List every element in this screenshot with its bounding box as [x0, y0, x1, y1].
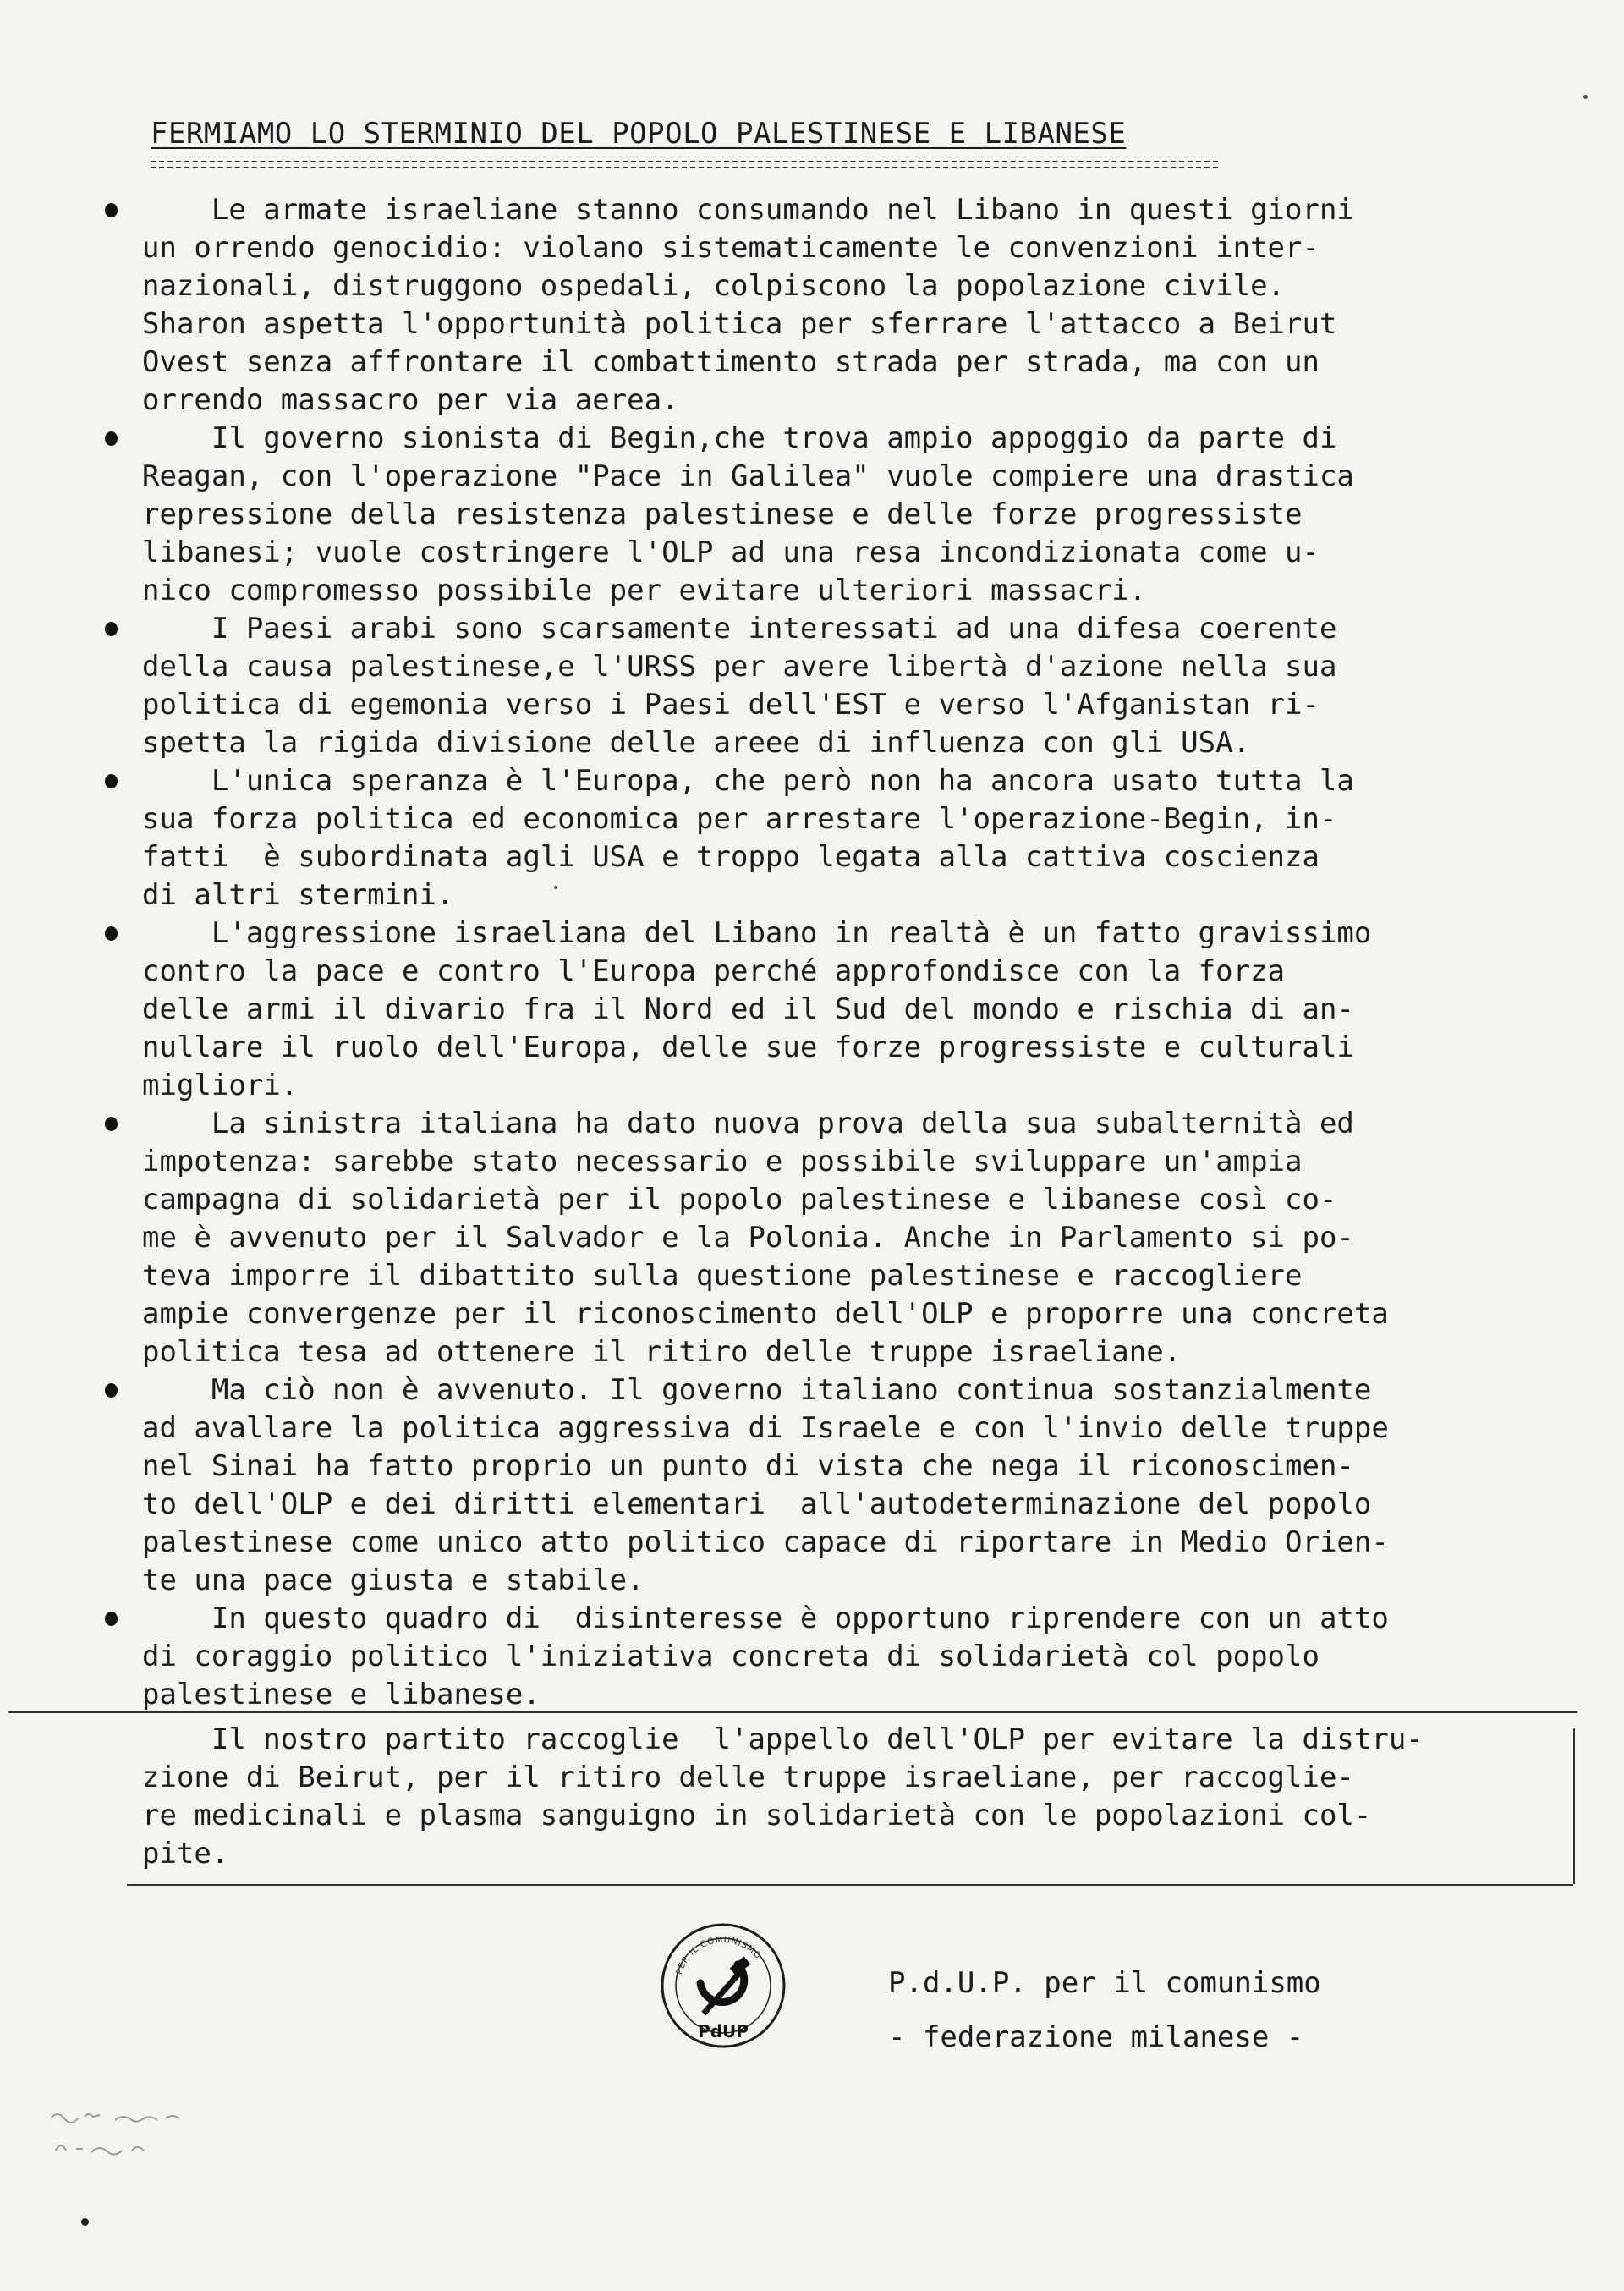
- paragraph: [142, 1105, 1538, 1371]
- document-title: FERMIAMO LO STERMINIO DEL POPOLO PALESTINESE E LIBANESE: [151, 117, 1127, 151]
- handwritten-note-icon: [47, 2098, 250, 2174]
- paper-speck: [81, 2218, 89, 2226]
- paragraph: [142, 420, 1538, 610]
- signature-party: P.d.U.P. per il comunismo: [888, 1966, 1321, 2000]
- closing-appeal: [142, 1721, 1563, 1873]
- bullet-icon: [105, 203, 118, 217]
- closing-box-top-rule: [8, 1711, 1577, 1713]
- pdup-logo-icon: [660, 1922, 787, 2049]
- paragraph-text: La sinistra italiana ha dato nuova prova della sua subalternità ed impotenza: sarebbe stato necessario e possibile sviluppare un'ampia campagna di solidarietà per il popolo palestinese e libanese così co- me è avvenuto per il Salvador e la Polonia. Anche in Parlamento si po- teva imporre il dibattito sulla questione palestinese e raccogliere ampie convergenze per il riconoscimento dell'OLP e proporre una concreta politica tesa ad ottenere il ritiro delle truppe israeliane.: [142, 1107, 1389, 1369]
- title-double-underline: [151, 161, 1218, 168]
- closing-text: Il nostro partito raccoglie l'appello dell'OLP per evitare la distru- zione di Beirut, per il ritiro delle truppe israeliane, per raccoglie- re medicinali e plasma sanguigno in solidarietà con le popolazioni col- pite.: [142, 1722, 1424, 1871]
- closing-box-right-rule: [1573, 1728, 1575, 1884]
- bullet-icon: [105, 1383, 118, 1398]
- svg-text:PER IL COMUNISMO: [675, 1936, 763, 1975]
- bullet-icon: [105, 431, 118, 446]
- logo-label: PdUP: [698, 2021, 749, 2041]
- paragraph: [142, 610, 1538, 762]
- paragraph: [142, 1600, 1538, 1714]
- paragraph-text: Ma ciò non è avvenuto. Il governo italiano continua sostanzialmente ad avallare la politica aggressiva di Israele e con l'invio delle truppe nel Sinai ha fatto proprio un punto di vista che nega il riconoscimen- to dell'OLP e dei diritti elementari all'autodeterminazione del popolo palestinese come unico atto politico capace di riportare in Medio Orien- te una pace giusta e stabile.: [142, 1373, 1389, 1597]
- closing-box-bottom-rule: [127, 1884, 1573, 1886]
- signature-federation: - federazione milanese -: [888, 2020, 1304, 2054]
- document-body: [142, 191, 1538, 1714]
- paragraph-text: L'aggressione israeliana del Libano in realtà è un fatto gravissimo contro la pace e contro l'Europa perché approfondisce con la forza delle armi il divario fra il Nord ed il Sud del mondo e rischia di an- nullare il ruolo dell'Europa, delle sue forze progressiste e culturali migliori.: [142, 916, 1372, 1102]
- paragraph-text: L'unica speranza è l'Europa, che però non ha ancora usato tutta la sua forza politica ed economica per arrestare l'operazione-Begin, in- fatti è subordinata agli USA e troppo legata alla cattiva coscienza di altri stermini.: [142, 764, 1354, 912]
- signature-block: [888, 1956, 1321, 2064]
- bullet-icon: [105, 774, 118, 788]
- paragraph-text: I Paesi arabi sono scarsamente interessati ad una difesa coerente della causa palestinese,e l'URSS per avere libertà d'azione nella sua politica di egemonia verso i Paesi dell'EST e verso l'Afganistan ri- spetta la rigida divisione delle areee di influenza con gli USA.: [142, 612, 1337, 760]
- paragraph-text: In questo quadro di disinteresse è opportuno riprendere con un atto di coraggio politico l'iniziativa concreta di solidarietà col popolo palestinese e libanese.: [142, 1602, 1389, 1711]
- paper-speck: [554, 886, 557, 889]
- paragraph: [142, 1371, 1538, 1600]
- bullet-icon: [105, 1117, 118, 1131]
- paragraph: [142, 915, 1538, 1105]
- logo-ring-text: PER IL COMUNISMO: [674, 1935, 763, 1976]
- paper-speck: [1583, 95, 1588, 99]
- paragraph: [142, 191, 1538, 420]
- bullet-icon: [105, 926, 118, 941]
- paragraph: [142, 762, 1538, 915]
- bullet-icon: [105, 622, 118, 636]
- paragraph-text: Il governo sionista di Begin,che trova ampio appoggio da parte di Reagan, con l'operazione "Pace in Galilea" vuole compiere una drastica repressione della resistenza palestinese e delle forze progressiste libanesi; vuole costringere l'OLP ad una resa incondizionata come u- nico compromesso possibile per evitare ulteriori massacri.: [142, 421, 1354, 607]
- bullet-icon: [105, 1612, 118, 1626]
- paragraph-text: Le armate israeliane stanno consumando nel Libano in questi giorni un orrendo genocidio: violano sistematicamente le convenzioni inter- nazionali, distruggono ospedali, colpiscono la popolazione civile. Sharon aspetta l'opportunità politica per sferrare l'attacco a Beirut Ovest senza affrontare il combattimento strada per strada, ma con un orrendo massacro per via aerea.: [142, 193, 1354, 417]
